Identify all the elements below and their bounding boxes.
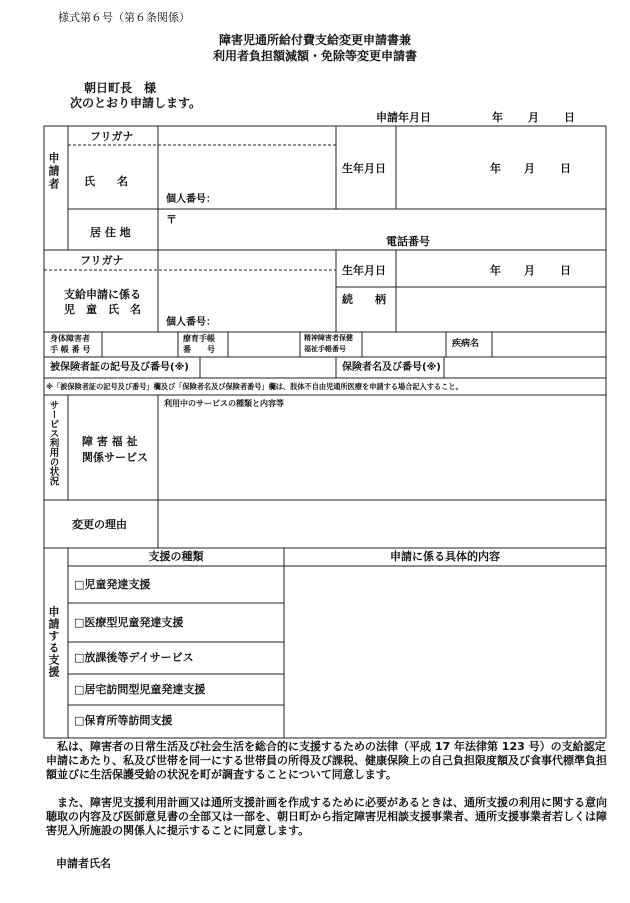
insured-no-label: 被保険者証の記号及び番号(※) — [50, 362, 189, 373]
physical-cert-label-line1: 身体障害者 — [50, 334, 90, 343]
disease-name-label: 疾病名 — [452, 339, 480, 349]
child-birth-day: 日 — [560, 264, 571, 277]
support-option-child-development[interactable]: □児童発達支援 — [74, 578, 151, 591]
applicant-birth-day: 日 — [560, 162, 571, 175]
application-date-month: 月 — [528, 111, 539, 124]
child-relationship-field[interactable] — [398, 289, 602, 329]
consent-paragraph-1: 私は、障害者の日常生活及び社会生活を総合的に支援するための法律（平成 17 年法律第 123 号）の支給認定申請にあたり、私及び世帯を同一にする世帯員の所得及び課税、健康保険上の自己負担限度額及び食事代標準負担額並びに生活保護受給の状況を町が調査することについて同意します。 — [46, 740, 607, 781]
applicant-signature-label: 申請者氏名 — [56, 857, 111, 870]
applicant-phone-label: 電話番号 — [386, 235, 430, 248]
support-type-header: 支援の種類 — [148, 550, 204, 563]
applicant-section-label: 申請者 — [47, 152, 60, 191]
support-option-home-visit-child-development[interactable]: □居宅訪問型児童発達支援 — [74, 683, 206, 696]
service-content-label: 利用中のサービスの種類と内容等 — [164, 399, 284, 408]
application-date-year: 年 — [492, 111, 503, 124]
insurance-note: ※「被保険者証の記号及び番号」欄及び「保険者名及び保険者番号」欄は、肢体不自由児通所医療を申請する場合記入すること。 — [46, 382, 463, 391]
applicant-furigana-label: フリガナ — [90, 130, 134, 143]
rehab-cert-label-line2: 番 号 — [183, 345, 215, 354]
child-name-label-line1: 支給申請に係る — [64, 288, 141, 301]
insurer-label: 保険者名及び番号(※) — [342, 362, 441, 373]
applicant-birth-month: 月 — [524, 162, 535, 175]
service-category-line2: 関係サービス — [82, 451, 148, 464]
applicant-birth-year: 年 — [490, 162, 501, 175]
form-title-line1: 障害児通所給付費支給変更申請書兼 — [218, 33, 411, 47]
support-detail-field[interactable] — [286, 568, 604, 736]
mental-cert-label-line2: 福祉手帳番号 — [304, 345, 346, 353]
applicant-address-field[interactable] — [160, 212, 600, 234]
service-content-field[interactable] — [160, 412, 604, 498]
addressee: 朝日町長 様 — [84, 81, 157, 95]
child-birth-date-label: 生年月日 — [342, 264, 386, 277]
application-date-label: 申請年月日 — [376, 111, 431, 124]
child-birth-month: 月 — [524, 264, 535, 277]
applicant-name-field[interactable] — [160, 146, 334, 186]
support-section-label: 申請する支援 — [47, 606, 60, 678]
child-furigana-label: フリガナ — [80, 254, 124, 267]
rehab-cert-label-line1: 療育手帳 — [183, 334, 215, 343]
service-status-section-label: サービス利用の状況 — [47, 400, 59, 486]
child-name-field[interactable] — [160, 272, 334, 312]
support-option-after-school-day-service[interactable]: □放課後等デイサービス — [74, 651, 194, 664]
applicant-birth-date-label: 生年月日 — [342, 162, 386, 175]
change-reason-field[interactable] — [160, 502, 604, 546]
postal-mark: 〒 — [166, 213, 177, 226]
applicant-signature-field[interactable] — [130, 852, 430, 874]
support-option-nursery-visit-support[interactable]: □保育所等訪問支援 — [74, 714, 173, 727]
child-birth-year: 年 — [490, 264, 501, 277]
consent-paragraph-2: また、障害児支援利用計画又は通所支援計画を作成するために必要があるときは、通所支援の利用に関する意向聴取の内容及び医師意見書の全部又は一部を、朝日町から指定障害児相談支援事業者、通所支援事業者若しくは障害児入所施設の関係人に提示することに同意します。 — [46, 796, 607, 837]
child-individual-no-label: 個人番号： — [166, 317, 216, 328]
application-date-day: 日 — [564, 111, 575, 124]
applicant-individual-no-label: 個人番号： — [166, 194, 216, 205]
child-relationship-label: 続 柄 — [342, 293, 386, 306]
applicant-address-label: 居 住 地 — [90, 226, 131, 239]
form-title-line2: 利用者負担額減額・免除等変更申請書 — [212, 49, 417, 63]
child-name-label-line2: 児 童 氏 名 — [64, 303, 141, 316]
mental-cert-label-line1: 精神障害者保健 — [304, 334, 353, 342]
intro-text: 次のとおり申請します。 — [70, 96, 202, 110]
form-number: 様式第６号（第６条関係） — [58, 11, 190, 24]
support-detail-header: 申請に係る具体的内容 — [390, 550, 500, 563]
physical-cert-label-line2: 手 帳 番 号 — [50, 345, 91, 354]
applicant-name-label: 氏 名 — [84, 175, 128, 188]
support-option-medical-child-development[interactable]: □医療型児童発達支援 — [74, 616, 184, 629]
change-reason-label: 変更の理由 — [72, 518, 127, 531]
service-category-line1: 障 害 福 祉 — [82, 435, 138, 448]
